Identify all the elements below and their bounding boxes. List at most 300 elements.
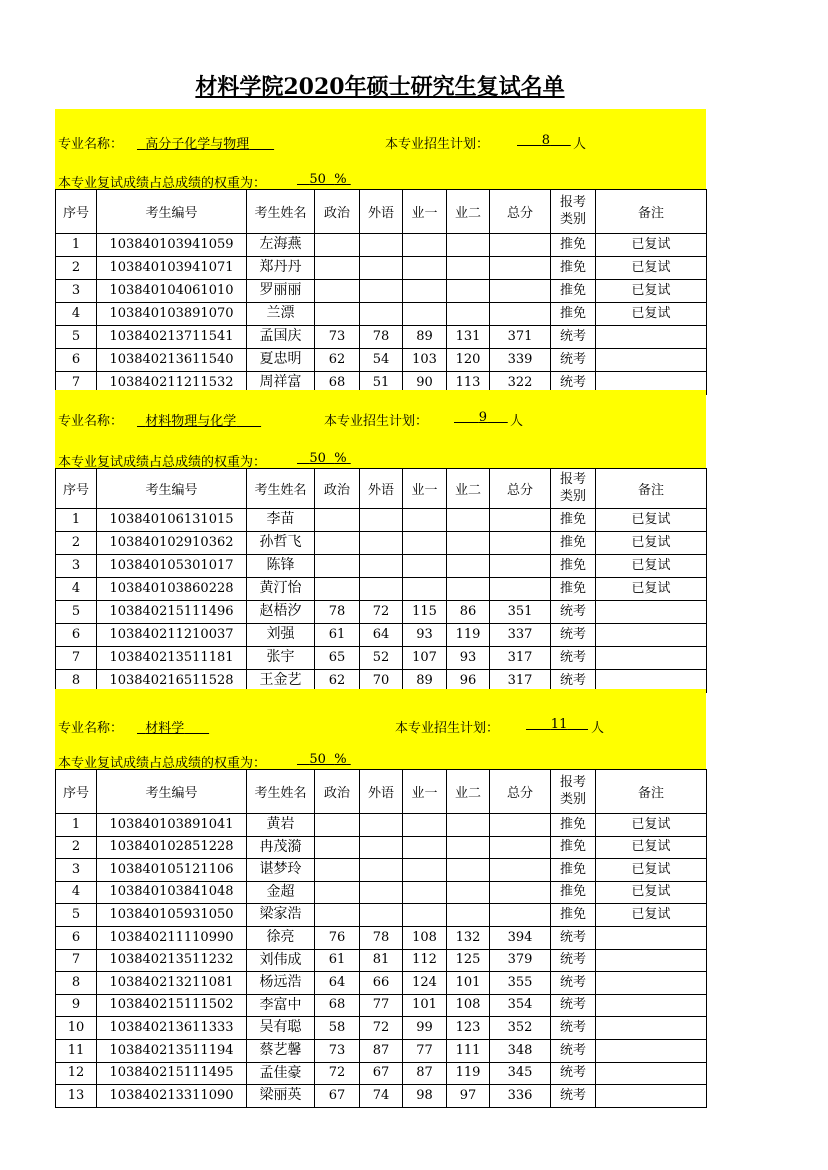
table-row xyxy=(56,904,707,927)
cell-remark xyxy=(596,1085,707,1108)
cell-total xyxy=(490,578,551,601)
cell-name: 周祥富 xyxy=(247,372,315,395)
cell-remark xyxy=(596,624,707,647)
cell-subject-1 xyxy=(403,303,447,326)
cell-subject-2: 113 xyxy=(447,372,490,395)
cell-subject-1: 77 xyxy=(403,1039,447,1062)
cell-politics: 61 xyxy=(315,949,360,972)
cell-exam-id: 103840215111495 xyxy=(97,1062,247,1085)
cell-subject-1: 101 xyxy=(403,994,447,1017)
cell-seq: 10 xyxy=(56,1017,97,1040)
column-header-total: 总分 xyxy=(490,190,551,234)
cell-category: 统考 xyxy=(551,372,596,395)
cell-seq: 6 xyxy=(56,349,97,372)
column-header-language: 外语 xyxy=(360,469,403,509)
cell-exam-id: 103840216511528 xyxy=(97,670,247,693)
cell-subject-1: 90 xyxy=(403,372,447,395)
cell-category: 推免 xyxy=(551,303,596,326)
cell-exam-id: 103840103941059 xyxy=(97,234,247,257)
cell-total xyxy=(490,303,551,326)
major-label: 专业名称： xyxy=(58,721,124,736)
cell-category: 统考 xyxy=(551,1039,596,1062)
cell-remark: 已复试 xyxy=(596,578,707,601)
table-row xyxy=(56,1039,707,1062)
cell-language xyxy=(360,814,403,837)
cell-subject-1 xyxy=(403,280,447,303)
column-header-name: 考生姓名 xyxy=(247,469,315,509)
cell-subject-2: 97 xyxy=(447,1085,490,1108)
plan-count: 11 xyxy=(550,717,568,732)
cell-remark xyxy=(596,926,707,949)
major-name: 材料学 xyxy=(145,721,185,736)
cell-category: 统考 xyxy=(551,326,596,349)
column-header-remark: 备注 xyxy=(596,469,707,509)
table-row xyxy=(56,280,707,303)
table-row xyxy=(56,972,707,995)
table-row xyxy=(56,509,707,532)
cell-politics xyxy=(315,234,360,257)
cell-politics: 72 xyxy=(315,1062,360,1085)
cell-seq: 8 xyxy=(56,670,97,693)
cell-remark xyxy=(596,601,707,624)
column-header-category: 报考类别 xyxy=(551,469,596,509)
cell-exam-id: 103840105121106 xyxy=(97,859,247,882)
cell-name: 张宇 xyxy=(247,647,315,670)
table-header-row xyxy=(56,770,707,814)
cell-politics xyxy=(315,859,360,882)
cell-seq: 6 xyxy=(56,926,97,949)
table-row xyxy=(56,949,707,972)
cell-exam-id: 103840213211081 xyxy=(97,972,247,995)
table-row xyxy=(56,532,707,555)
cell-remark: 已复试 xyxy=(596,280,707,303)
cell-language: 74 xyxy=(360,1085,403,1108)
cell-exam-id: 103840213711541 xyxy=(97,326,247,349)
cell-subject-1: 124 xyxy=(403,972,447,995)
cell-subject-1 xyxy=(403,859,447,882)
candidate-table xyxy=(55,769,707,1108)
cell-name: 罗丽丽 xyxy=(247,280,315,303)
cell-name: 赵梧汐 xyxy=(247,601,315,624)
cell-name: 兰漂 xyxy=(247,303,315,326)
table-row xyxy=(56,836,707,859)
column-header-total: 总分 xyxy=(490,469,551,509)
cell-remark xyxy=(596,994,707,1017)
cell-total xyxy=(490,836,551,859)
table-row xyxy=(56,814,707,837)
column-header-seq: 序号 xyxy=(56,770,97,814)
cell-remark: 已复试 xyxy=(596,859,707,882)
column-header-remark: 备注 xyxy=(596,770,707,814)
cell-subject-1: 107 xyxy=(403,647,447,670)
plan-unit: 人 xyxy=(573,137,587,152)
cell-subject-2: 111 xyxy=(447,1039,490,1062)
cell-name: 梁家浩 xyxy=(247,904,315,927)
column-header-exam-id: 考生编号 xyxy=(97,190,247,234)
column-header-exam-id: 考生编号 xyxy=(97,469,247,509)
table-header-row xyxy=(56,469,707,509)
table-row xyxy=(56,234,707,257)
cell-subject-1: 108 xyxy=(403,926,447,949)
cell-seq: 4 xyxy=(56,881,97,904)
column-header-subject-2: 业二 xyxy=(447,190,490,234)
cell-politics xyxy=(315,303,360,326)
table-row xyxy=(56,647,707,670)
cell-subject-1: 89 xyxy=(403,326,447,349)
cell-language: 77 xyxy=(360,994,403,1017)
cell-subject-2 xyxy=(447,836,490,859)
cell-subject-1 xyxy=(403,836,447,859)
cell-politics xyxy=(315,509,360,532)
cell-remark xyxy=(596,949,707,972)
cell-politics: 68 xyxy=(315,372,360,395)
cell-name: 杨远浩 xyxy=(247,972,315,995)
cell-seq: 9 xyxy=(56,994,97,1017)
cell-politics xyxy=(315,578,360,601)
cell-subject-2 xyxy=(447,859,490,882)
cell-remark xyxy=(596,972,707,995)
cell-subject-2 xyxy=(447,234,490,257)
column-header-total: 总分 xyxy=(490,770,551,814)
cell-subject-2: 123 xyxy=(447,1017,490,1040)
cell-exam-id: 103840103841048 xyxy=(97,881,247,904)
cell-seq: 2 xyxy=(56,532,97,555)
cell-total xyxy=(490,904,551,927)
cell-exam-id: 103840211210037 xyxy=(97,624,247,647)
cell-remark xyxy=(596,349,707,372)
cell-total xyxy=(490,859,551,882)
column-header-exam-id: 考生编号 xyxy=(97,770,247,814)
cell-total: 352 xyxy=(490,1017,551,1040)
cell-total xyxy=(490,532,551,555)
cell-category: 统考 xyxy=(551,1017,596,1040)
cell-total xyxy=(490,881,551,904)
cell-total xyxy=(490,509,551,532)
cell-total xyxy=(490,814,551,837)
cell-subject-2 xyxy=(447,904,490,927)
cell-name: 王金艺 xyxy=(247,670,315,693)
cell-remark: 已复试 xyxy=(596,234,707,257)
cell-exam-id: 103840102851228 xyxy=(97,836,247,859)
cell-category: 推免 xyxy=(551,280,596,303)
cell-exam-id: 103840103891070 xyxy=(97,303,247,326)
cell-language: 81 xyxy=(360,949,403,972)
cell-name: 刘伟成 xyxy=(247,949,315,972)
cell-remark: 已复试 xyxy=(596,814,707,837)
cell-politics: 67 xyxy=(315,1085,360,1108)
cell-remark xyxy=(596,647,707,670)
cell-category: 推免 xyxy=(551,814,596,837)
cell-category: 统考 xyxy=(551,949,596,972)
cell-exam-id: 103840103941071 xyxy=(97,257,247,280)
cell-category: 推免 xyxy=(551,859,596,882)
cell-exam-id: 103840213511194 xyxy=(97,1039,247,1062)
cell-subject-2: 96 xyxy=(447,670,490,693)
table-row xyxy=(56,881,707,904)
column-header-subject-2: 业二 xyxy=(447,469,490,509)
cell-seq: 3 xyxy=(56,280,97,303)
column-header-politics: 政治 xyxy=(315,190,360,234)
column-header-subject-1: 业一 xyxy=(403,190,447,234)
cell-language xyxy=(360,881,403,904)
column-header-language: 外语 xyxy=(360,190,403,234)
weight-label: 本专业复试成绩占总成绩的权重为： xyxy=(58,176,267,191)
cell-seq: 3 xyxy=(56,859,97,882)
cell-remark: 已复试 xyxy=(596,836,707,859)
cell-category: 推免 xyxy=(551,881,596,904)
cell-exam-id: 103840213611333 xyxy=(97,1017,247,1040)
cell-politics xyxy=(315,280,360,303)
cell-name: 谌梦玲 xyxy=(247,859,315,882)
column-header-category: 报考类别 xyxy=(551,770,596,814)
cell-politics: 65 xyxy=(315,647,360,670)
cell-remark xyxy=(596,1039,707,1062)
cell-language: 67 xyxy=(360,1062,403,1085)
cell-seq: 12 xyxy=(56,1062,97,1085)
major-label: 专业名称： xyxy=(58,414,124,429)
cell-total: 322 xyxy=(490,372,551,395)
cell-exam-id: 103840104061010 xyxy=(97,280,247,303)
cell-subject-1 xyxy=(403,578,447,601)
major-section-materials-physics xyxy=(55,390,706,693)
cell-politics: 62 xyxy=(315,670,360,693)
cell-subject-2: 108 xyxy=(447,994,490,1017)
candidate-table xyxy=(55,468,707,693)
major-name: 高分子化学与物理 xyxy=(145,137,250,152)
cell-subject-1: 115 xyxy=(403,601,447,624)
cell-category: 推免 xyxy=(551,555,596,578)
cell-exam-id: 103840105301017 xyxy=(97,555,247,578)
cell-total: 317 xyxy=(490,670,551,693)
table-row xyxy=(56,859,707,882)
cell-name: 梁丽英 xyxy=(247,1085,315,1108)
cell-subject-1 xyxy=(403,532,447,555)
page-title: 材料学院2020年硕士研究生复试名单 xyxy=(195,74,565,100)
cell-total: 371 xyxy=(490,326,551,349)
column-header-category: 报考类别 xyxy=(551,190,596,234)
cell-remark: 已复试 xyxy=(596,532,707,555)
cell-remark: 已复试 xyxy=(596,904,707,927)
table-header-row xyxy=(56,190,707,234)
cell-seq: 11 xyxy=(56,1039,97,1062)
cell-language xyxy=(360,859,403,882)
cell-category: 统考 xyxy=(551,1062,596,1085)
cell-remark: 已复试 xyxy=(596,881,707,904)
cell-name: 郑丹丹 xyxy=(247,257,315,280)
cell-language xyxy=(360,904,403,927)
cell-exam-id: 103840213511181 xyxy=(97,647,247,670)
cell-language xyxy=(360,555,403,578)
cell-seq: 4 xyxy=(56,303,97,326)
cell-category: 推免 xyxy=(551,532,596,555)
cell-language: 51 xyxy=(360,372,403,395)
cell-subject-2: 86 xyxy=(447,601,490,624)
cell-politics: 73 xyxy=(315,326,360,349)
cell-language xyxy=(360,303,403,326)
column-header-politics: 政治 xyxy=(315,469,360,509)
cell-name: 孟国庆 xyxy=(247,326,315,349)
cell-subject-2: 93 xyxy=(447,647,490,670)
cell-total: 379 xyxy=(490,949,551,972)
cell-exam-id: 103840215111502 xyxy=(97,994,247,1017)
cell-exam-id: 103840213311090 xyxy=(97,1085,247,1108)
cell-exam-id: 103840103891041 xyxy=(97,814,247,837)
cell-name: 蔡艺馨 xyxy=(247,1039,315,1062)
cell-exam-id: 103840213611540 xyxy=(97,349,247,372)
cell-total xyxy=(490,555,551,578)
cell-name: 徐亮 xyxy=(247,926,315,949)
cell-subject-2: 120 xyxy=(447,349,490,372)
cell-remark xyxy=(596,326,707,349)
cell-politics: 78 xyxy=(315,601,360,624)
column-header-name: 考生姓名 xyxy=(247,770,315,814)
cell-language: 66 xyxy=(360,972,403,995)
table-row xyxy=(56,303,707,326)
table-row xyxy=(56,326,707,349)
cell-subject-2 xyxy=(447,578,490,601)
cell-seq: 6 xyxy=(56,624,97,647)
cell-seq: 13 xyxy=(56,1085,97,1108)
cell-seq: 2 xyxy=(56,257,97,280)
table-row xyxy=(56,578,707,601)
cell-seq: 8 xyxy=(56,972,97,995)
cell-name: 吴有聪 xyxy=(247,1017,315,1040)
cell-category: 统考 xyxy=(551,349,596,372)
weight-value: 50 % xyxy=(309,172,347,187)
major-label: 专业名称： xyxy=(58,137,124,152)
cell-remark: 已复试 xyxy=(596,509,707,532)
major-name: 材料物理与化学 xyxy=(145,414,237,429)
cell-category: 统考 xyxy=(551,624,596,647)
cell-language: 72 xyxy=(360,1017,403,1040)
cell-language: 87 xyxy=(360,1039,403,1062)
plan-label: 本专业招生计划： xyxy=(385,137,490,152)
cell-remark xyxy=(596,1062,707,1085)
cell-exam-id: 103840102910362 xyxy=(97,532,247,555)
cell-name: 李苗 xyxy=(247,509,315,532)
cell-subject-2: 132 xyxy=(447,926,490,949)
cell-politics: 58 xyxy=(315,1017,360,1040)
section-header xyxy=(55,109,706,189)
cell-exam-id: 103840213511232 xyxy=(97,949,247,972)
cell-politics xyxy=(315,555,360,578)
cell-language: 54 xyxy=(360,349,403,372)
cell-subject-2 xyxy=(447,280,490,303)
plan-count: 8 xyxy=(541,133,551,148)
cell-category: 推免 xyxy=(551,904,596,927)
cell-subject-1: 112 xyxy=(403,949,447,972)
cell-subject-2: 101 xyxy=(447,972,490,995)
cell-name: 左海燕 xyxy=(247,234,315,257)
cell-category: 推免 xyxy=(551,234,596,257)
cell-total: 339 xyxy=(490,349,551,372)
cell-subject-2 xyxy=(447,303,490,326)
cell-remark: 已复试 xyxy=(596,555,707,578)
table-row xyxy=(56,1017,707,1040)
cell-name: 冉茂漪 xyxy=(247,836,315,859)
cell-name: 陈锋 xyxy=(247,555,315,578)
cell-remark xyxy=(596,1017,707,1040)
column-header-politics: 政治 xyxy=(315,770,360,814)
cell-politics xyxy=(315,881,360,904)
cell-category: 推免 xyxy=(551,509,596,532)
cell-subject-1 xyxy=(403,257,447,280)
cell-language xyxy=(360,509,403,532)
cell-total: 351 xyxy=(490,601,551,624)
cell-total: 336 xyxy=(490,1085,551,1108)
cell-language: 70 xyxy=(360,670,403,693)
column-header-subject-1: 业一 xyxy=(403,770,447,814)
cell-subject-1: 103 xyxy=(403,349,447,372)
cell-total: 394 xyxy=(490,926,551,949)
cell-exam-id: 103840106131015 xyxy=(97,509,247,532)
cell-name: 黄岩 xyxy=(247,814,315,837)
column-header-name: 考生姓名 xyxy=(247,190,315,234)
cell-seq: 7 xyxy=(56,647,97,670)
cell-total xyxy=(490,257,551,280)
weight-label: 本专业复试成绩占总成绩的权重为： xyxy=(58,455,267,470)
cell-subject-1: 93 xyxy=(403,624,447,647)
cell-total: 317 xyxy=(490,647,551,670)
cell-language: 78 xyxy=(360,926,403,949)
section-header xyxy=(55,689,706,769)
cell-subject-2 xyxy=(447,814,490,837)
cell-language xyxy=(360,836,403,859)
cell-subject-2: 119 xyxy=(447,624,490,647)
cell-category: 统考 xyxy=(551,926,596,949)
table-row xyxy=(56,257,707,280)
cell-politics xyxy=(315,904,360,927)
cell-subject-1 xyxy=(403,234,447,257)
cell-seq: 2 xyxy=(56,836,97,859)
cell-politics: 62 xyxy=(315,349,360,372)
cell-seq: 7 xyxy=(56,372,97,395)
cell-exam-id: 103840211211532 xyxy=(97,372,247,395)
cell-total: 337 xyxy=(490,624,551,647)
cell-subject-2 xyxy=(447,257,490,280)
table-row xyxy=(56,926,707,949)
cell-remark: 已复试 xyxy=(596,257,707,280)
cell-politics xyxy=(315,836,360,859)
cell-politics: 64 xyxy=(315,972,360,995)
cell-politics: 73 xyxy=(315,1039,360,1062)
weight-label: 本专业复试成绩占总成绩的权重为： xyxy=(58,756,267,771)
table-row xyxy=(56,624,707,647)
cell-subject-2 xyxy=(447,881,490,904)
weight-value: 50 % xyxy=(309,752,347,767)
cell-seq: 1 xyxy=(56,509,97,532)
cell-subject-1 xyxy=(403,555,447,578)
cell-politics: 61 xyxy=(315,624,360,647)
column-header-seq: 序号 xyxy=(56,469,97,509)
table-row xyxy=(56,1085,707,1108)
cell-seq: 4 xyxy=(56,578,97,601)
table-row xyxy=(56,601,707,624)
cell-seq: 7 xyxy=(56,949,97,972)
candidate-table xyxy=(55,189,707,395)
plan-unit: 人 xyxy=(510,414,524,429)
cell-politics xyxy=(315,532,360,555)
cell-name: 刘强 xyxy=(247,624,315,647)
cell-total: 355 xyxy=(490,972,551,995)
cell-language xyxy=(360,257,403,280)
column-header-subject-2: 业二 xyxy=(447,770,490,814)
cell-subject-2: 125 xyxy=(447,949,490,972)
column-header-seq: 序号 xyxy=(56,190,97,234)
cell-subject-1 xyxy=(403,509,447,532)
cell-language: 72 xyxy=(360,601,403,624)
cell-seq: 5 xyxy=(56,601,97,624)
